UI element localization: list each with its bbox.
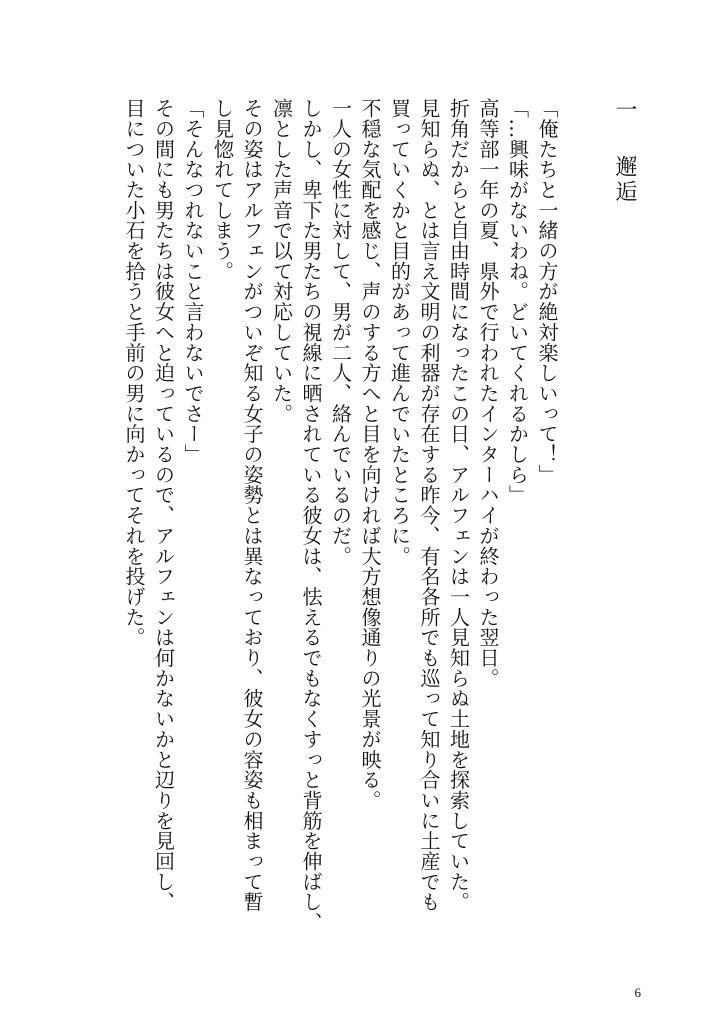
text-line: その姿はアルフェンがついぞ知る女子の姿勢とは異なっており、彼女の容姿も相まって暫 <box>240 98 264 912</box>
text-line: 買っていくかと目的があって進んでいたところに。 <box>387 98 412 567</box>
text-line: 目についた小石を拾うと手前の男に向かってそれを投げた。 <box>122 98 146 648</box>
text-line: し見惚れてしまう。 <box>210 98 235 282</box>
chapter-title: 邂逅 <box>612 155 637 205</box>
text-line: しかし、卑下た男たちの視線に晒されている彼女は、怯えるでもなくすっと背筋を伸ばし、 <box>299 98 323 933</box>
text-line: 折角だからと自由時間になったこの日、アルフェンは一人見知らぬ土地を探索していた。 <box>446 98 471 912</box>
text-line: 高等部一年の夏、県外で行われたインターハイが終わった翌日。 <box>476 98 500 689</box>
text-line: 一人の女性に対して、男が二人、絡んでいるのだ。 <box>328 98 353 567</box>
text-line: その間にも男たちは彼女へと迫っているので、アルフェンは何かないかと辺りを見回し、 <box>151 98 176 912</box>
text-line: 「そんなつれないこと言わないでさー」 <box>181 98 205 465</box>
body-text <box>119 98 562 958</box>
chapter-number: 一 <box>612 98 637 123</box>
text-line: 凛とした声音で以て対応していた。 <box>269 98 294 424</box>
chapter-heading <box>609 98 639 218</box>
text-line: 「俺たちと一緒の方が絶対楽しいって！」 <box>535 98 559 485</box>
text-line: 不穏な気配を感じ、声のする方へと目を向ければ大方想像通りの光景が映る。 <box>358 98 382 811</box>
page-number: 6 <box>634 985 641 1000</box>
text-line: 「…興味がないわね。どいてくれるかしら」 <box>505 98 530 505</box>
text-line: 見知らぬ、とは言え文明の利器が存在する昨今、有名各所でも巡って知り合いに土産でも <box>417 98 441 912</box>
